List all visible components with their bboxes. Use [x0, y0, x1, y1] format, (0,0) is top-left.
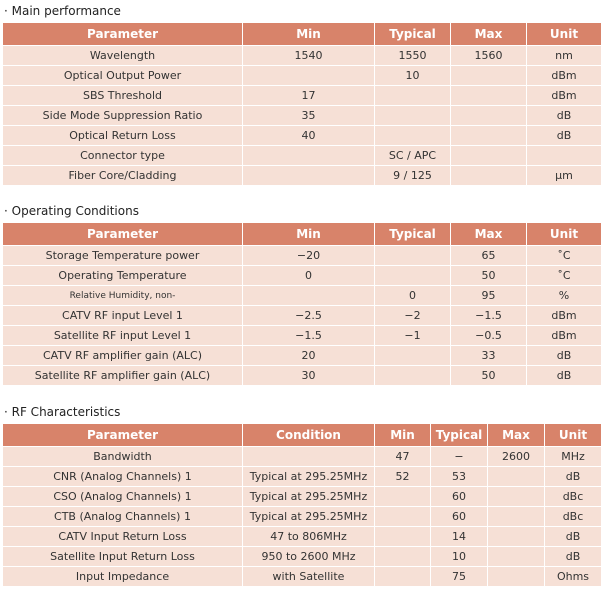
table-cell: 52: [375, 467, 431, 487]
table-row: [3, 286, 602, 306]
table-cell: [451, 86, 527, 106]
table-cell: 0: [243, 266, 375, 286]
table-cell: [243, 66, 375, 86]
table-cell: −2: [375, 306, 451, 326]
table-cell: Satellite RF amplifier gain (ALC): [3, 366, 243, 386]
header-cell: Unit: [545, 424, 602, 447]
header-cell: Unit: [527, 223, 602, 246]
table-cell: dBm: [527, 86, 602, 106]
table-cell: Input Impedance: [3, 567, 243, 587]
table-row: [3, 106, 602, 126]
table-cell: −2.5: [243, 306, 375, 326]
table-row: [3, 126, 602, 146]
table-cell: [488, 507, 545, 527]
table-cell: dB: [527, 366, 602, 386]
header-cell: Min: [243, 23, 375, 46]
table-cell: CATV RF input Level 1: [3, 306, 243, 326]
table-cell: [375, 346, 451, 366]
table-cell: 95: [451, 286, 527, 306]
table-cell: −0.5: [451, 326, 527, 346]
table-cell: Fiber Core/Cladding: [3, 166, 243, 186]
table-cell: 47: [375, 447, 431, 467]
table-cell: Optical Output Power: [3, 66, 243, 86]
table-cell: [375, 366, 451, 386]
section-title-operating-conditions: · Operating Conditions: [4, 204, 139, 218]
table-row: [3, 326, 602, 346]
table-cell: −: [431, 447, 488, 467]
table-cell: 10: [375, 66, 451, 86]
header-cell: Typical: [431, 424, 488, 447]
table-cell: μm: [527, 166, 602, 186]
table-cell: 1560: [451, 46, 527, 66]
table-row: [3, 46, 602, 66]
table-cell: Satellite RF input Level 1: [3, 326, 243, 346]
table-cell: [243, 146, 375, 166]
table-cell: 9 / 125: [375, 166, 451, 186]
table-cell: dB: [545, 527, 602, 547]
table-header-row: [3, 23, 602, 46]
table-cell: Side Mode Suppression Ratio: [3, 106, 243, 126]
table-cell: Operating Temperature: [3, 266, 243, 286]
table-row: [3, 547, 602, 567]
table-cell: Connector type: [3, 146, 243, 166]
table-cell: CSO (Analog Channels) 1: [3, 487, 243, 507]
table-cell: [488, 547, 545, 567]
table-cell: −1.5: [451, 306, 527, 326]
table-cell: [451, 166, 527, 186]
table-cell: [375, 487, 431, 507]
header-cell: Typical: [375, 23, 451, 46]
table-cell: dBc: [545, 507, 602, 527]
table-cell: 30: [243, 366, 375, 386]
table-cell: [375, 507, 431, 527]
table-cell: ˚C: [527, 266, 602, 286]
table-cell: ˚C: [527, 246, 602, 266]
table-cell: [243, 166, 375, 186]
table-cell: Ohms: [545, 567, 602, 587]
table-header-row: [3, 223, 602, 246]
table-cell: [375, 547, 431, 567]
table-row: [3, 467, 602, 487]
header-cell: Max: [488, 424, 545, 447]
table-cell: with Satellite: [243, 567, 375, 587]
table-cell: 35: [243, 106, 375, 126]
table-cell: [527, 146, 602, 166]
table-cell: CATV Input Return Loss: [3, 527, 243, 547]
table-cell: [488, 487, 545, 507]
table-cell: dB: [545, 467, 602, 487]
table-cell: 14: [431, 527, 488, 547]
table-cell: [451, 126, 527, 146]
table-cell: Typical at 295.25MHz: [243, 487, 375, 507]
table-row: [3, 447, 602, 467]
header-cell: Min: [243, 223, 375, 246]
table-cell: [375, 106, 451, 126]
table-row: [3, 366, 602, 386]
table-cell: 75: [431, 567, 488, 587]
table-cell: 1550: [375, 46, 451, 66]
table-cell: [451, 66, 527, 86]
table-cell: [451, 146, 527, 166]
table-cell: [451, 106, 527, 126]
table-row: [3, 306, 602, 326]
table-cell: 2600: [488, 447, 545, 467]
table-cell: −20: [243, 246, 375, 266]
table-cell: 60: [431, 487, 488, 507]
main-performance-table: [2, 22, 602, 186]
table-cell: Typical at 295.25MHz: [243, 507, 375, 527]
header-cell: Typical: [375, 223, 451, 246]
table-cell: [488, 467, 545, 487]
header-cell: Parameter: [3, 223, 243, 246]
table-row: [3, 166, 602, 186]
table-cell: 65: [451, 246, 527, 266]
table-cell: [375, 86, 451, 106]
table-cell: 1540: [243, 46, 375, 66]
table-cell: [243, 447, 375, 467]
table-cell: Bandwidth: [3, 447, 243, 467]
table-cell: [375, 246, 451, 266]
table-cell: 50: [451, 366, 527, 386]
table-cell: Wavelength: [3, 46, 243, 66]
table-row: [3, 507, 602, 527]
table-cell: nm: [527, 46, 602, 66]
table-row: [3, 346, 602, 366]
table-cell: SBS Threshold: [3, 86, 243, 106]
header-cell: Condition: [243, 424, 375, 447]
table-cell: [243, 286, 375, 306]
table-cell: dB: [545, 547, 602, 567]
table-row: [3, 86, 602, 106]
table-cell: Optical Return Loss: [3, 126, 243, 146]
table-cell: −1: [375, 326, 451, 346]
table-cell: 950 to 2600 MHz: [243, 547, 375, 567]
table-cell: dB: [527, 126, 602, 146]
table-cell: [375, 266, 451, 286]
table-cell: CTB (Analog Channels) 1: [3, 507, 243, 527]
table-cell: Relative Humidity, non-: [3, 286, 243, 306]
section-title-rf-characteristics: · RF Characteristics: [4, 405, 121, 419]
table-cell: SC / APC: [375, 146, 451, 166]
table-cell: [375, 567, 431, 587]
table-cell: 20: [243, 346, 375, 366]
table-cell: dBm: [527, 306, 602, 326]
table-cell: 47 to 806MHz: [243, 527, 375, 547]
table-cell: dBm: [527, 66, 602, 86]
operating-conditions-table: [2, 222, 602, 386]
table-header-row: [3, 424, 602, 447]
table-cell: [488, 567, 545, 587]
header-cell: Max: [451, 23, 527, 46]
table-cell: dB: [527, 346, 602, 366]
table-cell: 33: [451, 346, 527, 366]
table-cell: %: [527, 286, 602, 306]
table-row: [3, 266, 602, 286]
rf-characteristics-table: [2, 423, 602, 587]
header-cell: Max: [451, 223, 527, 246]
table-cell: 53: [431, 467, 488, 487]
table-cell: 10: [431, 547, 488, 567]
table-row: [3, 527, 602, 547]
header-cell: Min: [375, 424, 431, 447]
table-cell: 0: [375, 286, 451, 306]
table-cell: Satellite Input Return Loss: [3, 547, 243, 567]
table-cell: dBm: [527, 326, 602, 346]
table-row: [3, 146, 602, 166]
table-cell: dB: [527, 106, 602, 126]
table-cell: [488, 527, 545, 547]
table-cell: [375, 126, 451, 146]
table-cell: CNR (Analog Channels) 1: [3, 467, 243, 487]
table-cell: Storage Temperature power: [3, 246, 243, 266]
table-cell: 40: [243, 126, 375, 146]
section-title-main-performance: · Main performance: [4, 4, 121, 18]
header-cell: Unit: [527, 23, 602, 46]
table-cell: CATV RF amplifier gain (ALC): [3, 346, 243, 366]
table-cell: −1.5: [243, 326, 375, 346]
header-cell: Parameter: [3, 23, 243, 46]
table-row: [3, 246, 602, 266]
table-cell: [375, 527, 431, 547]
table-row: [3, 66, 602, 86]
table-cell: dBc: [545, 487, 602, 507]
table-cell: 50: [451, 266, 527, 286]
table-cell: Typical at 295.25MHz: [243, 467, 375, 487]
header-cell: Parameter: [3, 424, 243, 447]
table-cell: 60: [431, 507, 488, 527]
table-cell: MHz: [545, 447, 602, 467]
table-cell: 17: [243, 86, 375, 106]
table-row: [3, 567, 602, 587]
table-row: [3, 487, 602, 507]
